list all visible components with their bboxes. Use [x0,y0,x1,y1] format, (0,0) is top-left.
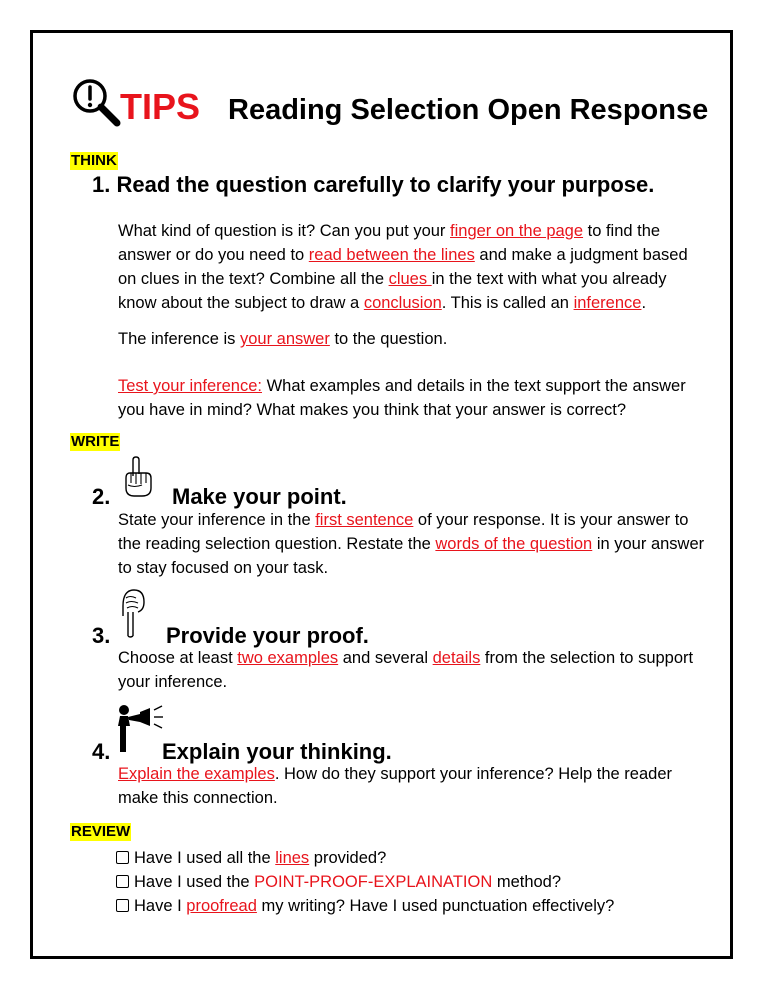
checklist-item[interactable] [116,846,716,870]
section-label-think: THINK [71,152,117,169]
megaphone-person-icon [114,698,166,754]
step2-body [118,508,708,580]
key-term: read between the lines [308,246,475,264]
key-term: lines [275,849,310,867]
text: State your inference in the [118,511,316,529]
checkbox[interactable] [116,875,129,888]
step3-body [118,646,708,694]
text: in the text with what you already know about the subject to draw a [118,270,667,312]
step3-number: 3. [92,623,111,648]
key-term: your answer [239,330,330,348]
text: . This is called an [441,294,574,312]
checklist-item[interactable] [116,870,716,894]
text: provided? [309,849,387,867]
key-term: inference [573,294,642,312]
key-term: details [432,649,481,667]
text: method? [492,873,562,891]
key-term: clues [388,270,432,288]
step1-paragraph-2 [118,327,708,351]
checklist-item[interactable] [116,894,716,918]
text: . [641,294,647,312]
key-term: first sentence [315,511,414,529]
text: and several [338,649,433,667]
text: in your answer to stay focused on your task. [118,535,705,577]
step1-heading: 1. Read the question carefully to clarify your purpose. [92,172,655,197]
pointing-hand-icon [114,586,152,638]
method-name: POINT-PROOF-EXPLAINATION [254,873,493,891]
text: Have I [134,897,187,915]
text: and make a judgment based on clues in the text? Combine all the [118,246,688,288]
step4-number: 4. [92,739,111,764]
checkbox[interactable] [116,899,129,912]
step4-title: Explain your thinking. [162,739,392,764]
text: Have I used the [134,873,255,891]
text: to find the answer or do you need to [118,222,661,264]
text: The inference is [118,330,240,348]
key-term: finger on the page [450,222,584,240]
checkbox[interactable] [116,851,129,864]
key-term: conclusion [363,294,442,312]
text: of your response. It is your answer to the reading selection question. Restate the [118,511,689,553]
text: my writing? Have I used punctuation effectively? [256,897,615,915]
key-term: two examples [237,649,339,667]
document-title: Reading Selection Open Response [228,94,709,126]
text: to the question. [329,330,448,348]
text: Have I used all the [134,849,276,867]
step2-title: Make your point. [172,484,347,509]
text: What kind of question is it? Can you put your [118,222,451,240]
key-term: Test your inference: [118,377,262,395]
review-checklist [116,846,716,918]
step1-paragraph-3 [118,374,708,422]
text: . How do they support your inference? Help the reader make this connection. [118,765,672,807]
step2-number: 2. [92,484,111,509]
title-row [70,68,710,138]
key-term: proofread [186,897,257,915]
section-label-write: WRITE [71,433,120,450]
magnifier-exclamation-icon [70,76,126,132]
step4-body [118,762,708,810]
section-label-review: REVIEW [71,823,131,840]
text: Choose at least [118,649,238,667]
raised-fist-icon [120,456,156,500]
key-term: words of the question [435,535,593,553]
text: What examples and details in the text support the answer you have in mind? What makes you think that your answer is correct? [118,377,686,419]
step3-title: Provide your proof. [166,623,369,648]
text: from the selection to support your inference. [118,649,694,691]
step1-paragraph-1 [118,219,708,315]
tips-label: TIPS [120,86,201,127]
key-term: Explain the examples [118,765,275,783]
